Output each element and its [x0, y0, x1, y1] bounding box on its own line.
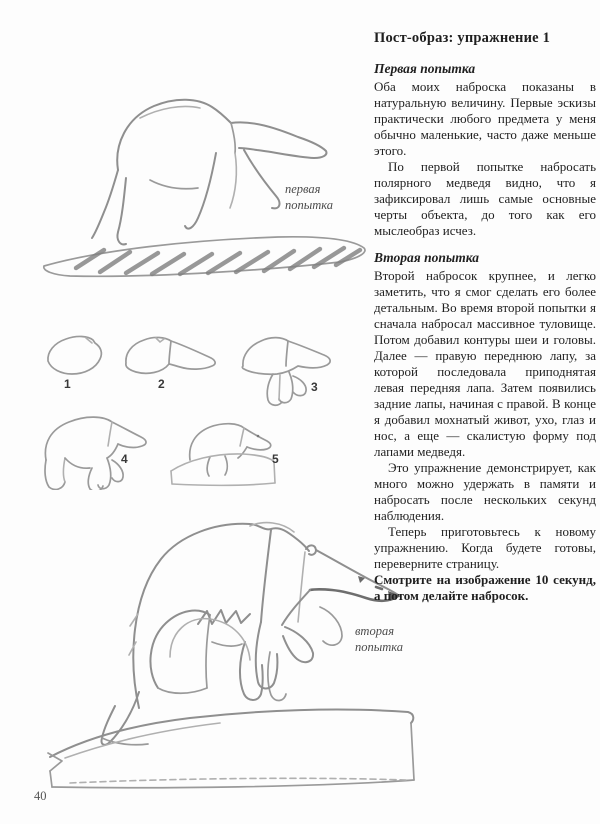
- paragraph: Оба моих наброска показаны в натуральную величину. Первые эскизы практически любого предмета у меня обычно маленькие, часто даже меньше этого.: [374, 79, 596, 158]
- paragraph: Теперь приготовьтесь к новому упражнению. Когда будете готовы, переверните страницу.: [374, 524, 596, 571]
- page-title: Пост-образ: упражнение 1: [374, 30, 551, 46]
- paragraph: По первой попытке набросать полярного медведя видно, что я зафиксировал лишь самые основные черты объекта, до того как его мыслеобраз исчез.: [374, 159, 596, 238]
- second-attempt-caption: вторая попытка: [355, 624, 404, 654]
- first-attempt-sketch: [30, 60, 380, 300]
- bear-rough-outline: [92, 100, 326, 245]
- step-number-1: 1: [64, 377, 71, 391]
- step-4-sketch: [45, 417, 146, 490]
- step-2-sketch: [126, 337, 215, 373]
- step-5-sketch: [171, 424, 275, 486]
- paragraph: Второй набросок крупнее, и легко заметить, что я смог сделать его более детальным. Во время второй попытки я сначала набросал массивное туловище. Потом добавил контуры шеи и головы. Далее — правую переднюю лапу, за которой последовала приподнятая левая передняя лапа. Затем появились задние лапы, начиная с правой. В конце я добавил мохнатый живот, ухо, глаз и нос, а еще — скалистую форму под лапами медведя.: [374, 268, 596, 459]
- paragraph: Это упражнение демонстрирует, как много можно удержать в памяти и набросать после нескольких секунд наблюдения.: [374, 460, 596, 523]
- step-number-3: 3: [311, 380, 318, 394]
- section-heading-second-attempt: Вторая попытка: [374, 250, 479, 265]
- step-3-sketch: [242, 338, 330, 406]
- first-attempt-caption: первая попытка: [285, 182, 334, 212]
- ground-slab: [44, 237, 365, 276]
- step-number-5: 5: [272, 452, 279, 466]
- step-sketches: [30, 330, 365, 490]
- text-column: [374, 30, 596, 604]
- step-number-4: 4: [121, 452, 128, 466]
- section-heading-first-attempt: Первая попытка: [374, 61, 476, 76]
- rock-outline: [48, 710, 414, 788]
- page-number: 40: [34, 789, 47, 803]
- instruction-note: Смотрите на изображение 10 секунд, а потом делайте набросок.: [374, 572, 596, 603]
- step-number-2: 2: [158, 377, 165, 391]
- step-1-sketch: [48, 336, 101, 374]
